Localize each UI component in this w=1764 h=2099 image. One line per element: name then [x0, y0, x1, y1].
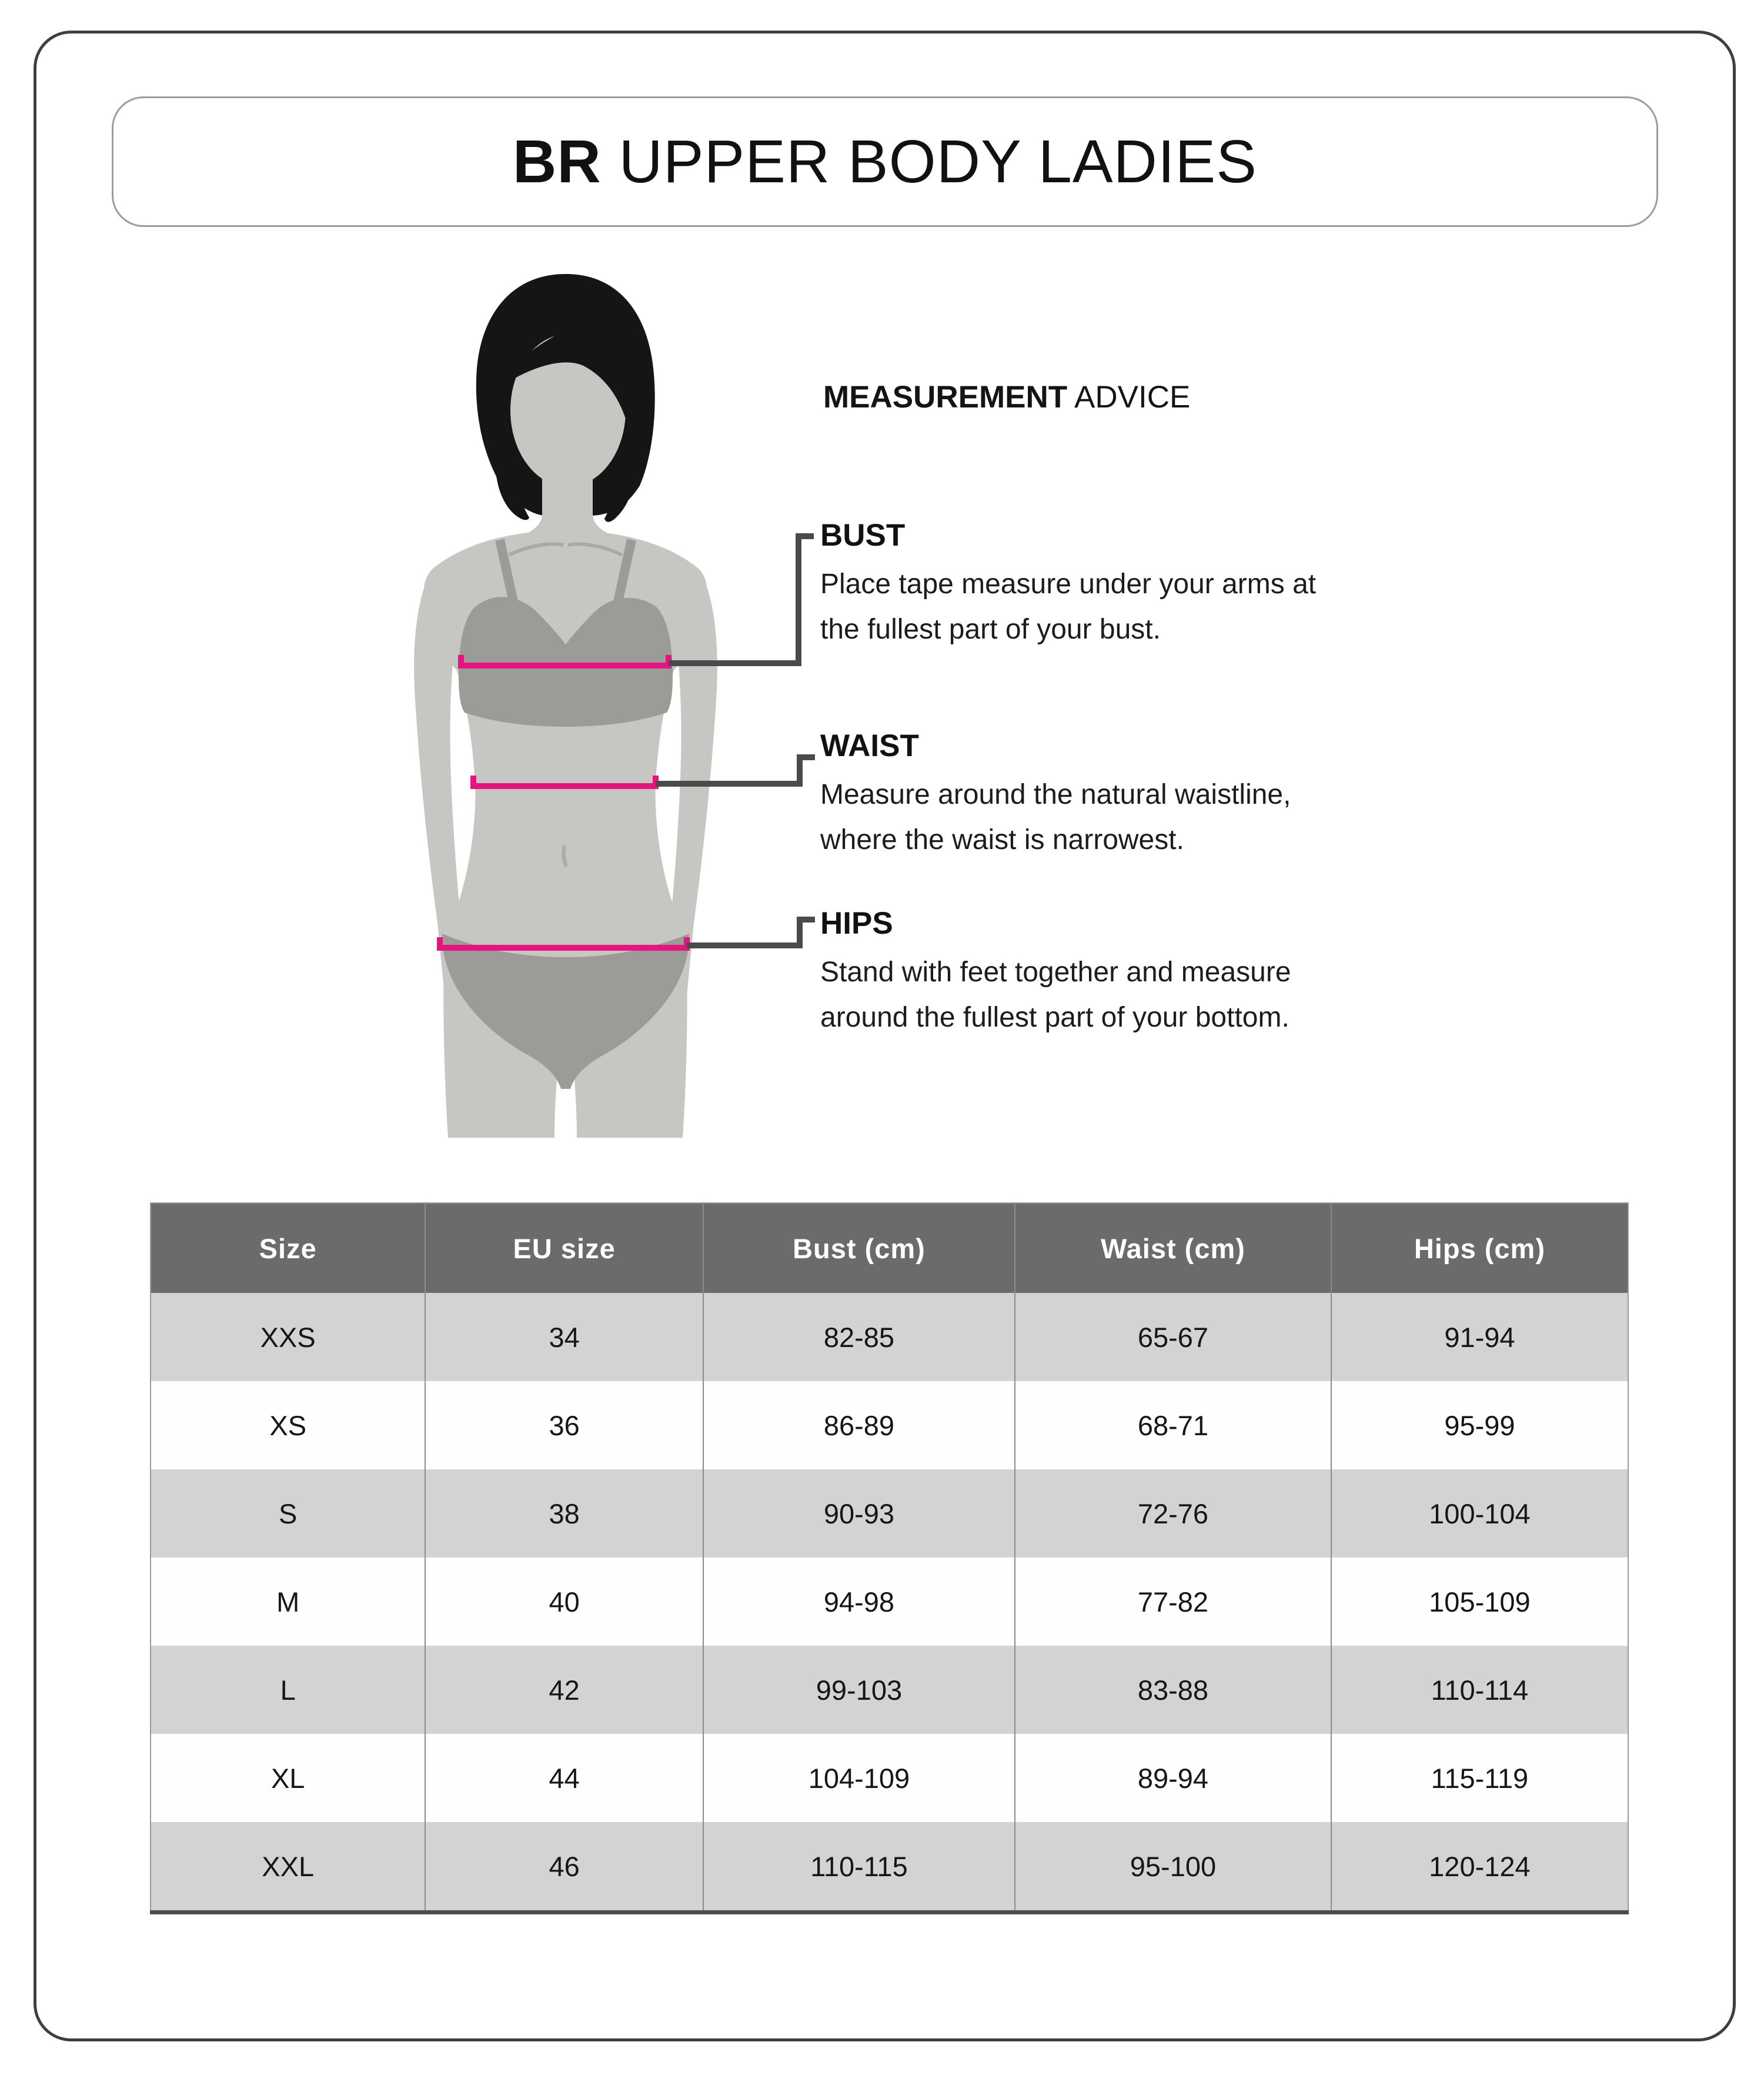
- waist-callout-line: [656, 757, 815, 784]
- table-header-row: [151, 1203, 1628, 1293]
- table-cell: XXS: [151, 1293, 425, 1381]
- table-cell: 110-115: [703, 1822, 1015, 1913]
- column-header: Waist (cm): [1015, 1203, 1331, 1293]
- page-title-text: UPPER BODY LADIES: [619, 128, 1257, 195]
- table-cell: L: [151, 1646, 425, 1734]
- hips-text: [820, 950, 1291, 1040]
- table-cell: 95-100: [1015, 1822, 1331, 1913]
- measurement-advice-heading-rest: ADVICE: [1074, 380, 1191, 415]
- column-header: Bust (cm): [703, 1203, 1015, 1293]
- table-cell: 72-76: [1015, 1469, 1331, 1557]
- table-cell: XL: [151, 1734, 425, 1822]
- hips-text-line1: Stand with feet together and measure: [820, 957, 1291, 988]
- hips-label: HIPS: [820, 906, 893, 941]
- table-cell: 65-67: [1015, 1293, 1331, 1381]
- table-cell: 99-103: [703, 1646, 1015, 1734]
- page-title-rest: [602, 128, 619, 195]
- female-silhouette-diagram: [376, 265, 829, 1164]
- table-row: [151, 1734, 1628, 1822]
- table-cell: 120-124: [1331, 1822, 1628, 1913]
- table-cell: S: [151, 1469, 425, 1557]
- waist-advice: [820, 728, 1291, 863]
- table-row: [151, 1557, 1628, 1646]
- table-row: [151, 1646, 1628, 1734]
- table-cell: 68-71: [1015, 1381, 1331, 1469]
- table-cell: 100-104: [1331, 1469, 1628, 1557]
- table-cell: 42: [425, 1646, 703, 1734]
- table-cell: 110-114: [1331, 1646, 1628, 1734]
- table-cell: 77-82: [1015, 1557, 1331, 1646]
- table-cell: XXL: [151, 1822, 425, 1913]
- size-chart-table: [150, 1202, 1629, 1914]
- table-cell: 89-94: [1015, 1734, 1331, 1822]
- column-header: Hips (cm): [1331, 1203, 1628, 1293]
- table-cell: 46: [425, 1822, 703, 1913]
- table-cell: M: [151, 1557, 425, 1646]
- table-cell: 40: [425, 1557, 703, 1646]
- table-cell: 38: [425, 1469, 703, 1557]
- measurement-advice-heading: [823, 379, 1190, 415]
- page-title-box: [112, 96, 1658, 227]
- bust-text-line2: the fullest part of your bust.: [820, 614, 1161, 645]
- table-cell: XS: [151, 1381, 425, 1469]
- measurement-advice-heading-bold: MEASUREMENT: [823, 380, 1068, 415]
- table-cell: 86-89: [703, 1381, 1015, 1469]
- waist-text-line1: Measure around the natural waistline,: [820, 779, 1291, 810]
- hips-text-line2: around the fullest part of your bottom.: [820, 1002, 1289, 1033]
- waist-text-line2: where the waist is narrowest.: [820, 824, 1184, 855]
- hips-advice: [820, 905, 1291, 1040]
- table-row: [151, 1293, 1628, 1381]
- table-cell: 91-94: [1331, 1293, 1628, 1381]
- table-cell: 34: [425, 1293, 703, 1381]
- bust-text: [820, 561, 1316, 652]
- bust-text-line1: Place tape measure under your arms at: [820, 569, 1317, 600]
- table-row: [151, 1822, 1628, 1913]
- table-cell: 36: [425, 1381, 703, 1469]
- page-title-brand: BR: [513, 128, 602, 195]
- bust-advice: [820, 517, 1316, 652]
- waist-label: WAIST: [820, 728, 919, 763]
- table-cell: 95-99: [1331, 1381, 1628, 1469]
- table-cell: 44: [425, 1734, 703, 1822]
- bust-label: BUST: [820, 518, 906, 553]
- table-cell: 90-93: [703, 1469, 1015, 1557]
- column-header: EU size: [425, 1203, 703, 1293]
- table-cell: 83-88: [1015, 1646, 1331, 1734]
- table-cell: 104-109: [703, 1734, 1015, 1822]
- hips-callout-line: [687, 920, 815, 945]
- table-cell: 115-119: [1331, 1734, 1628, 1822]
- table-cell: 82-85: [703, 1293, 1015, 1381]
- waist-text: [820, 772, 1291, 863]
- page-title: [513, 127, 1257, 196]
- table-row: [151, 1469, 1628, 1557]
- table-cell: 105-109: [1331, 1557, 1628, 1646]
- column-header: Size: [151, 1203, 425, 1293]
- table-row: [151, 1381, 1628, 1469]
- table-cell: 94-98: [703, 1557, 1015, 1646]
